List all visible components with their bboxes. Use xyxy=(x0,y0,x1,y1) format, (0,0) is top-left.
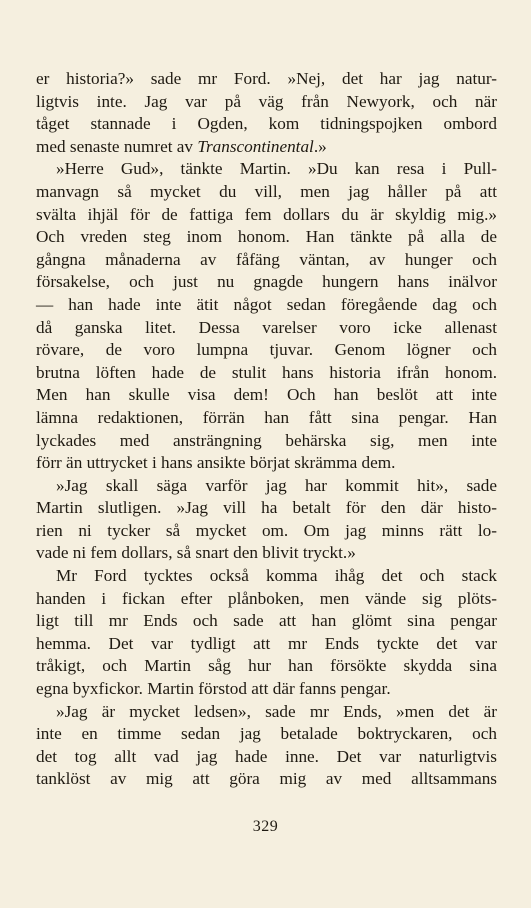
text-line: Martin slutligen. »Jag vill ha betalt för den där histo- xyxy=(36,498,497,518)
text-line: »Jag är mycket ledsen», sade mr Ends, »men det är xyxy=(56,701,497,721)
text-line: lyckades med ansträngning behärska sig, men inte xyxy=(36,430,497,450)
text-line: er historia?» sade mr Ford. »Nej, det har jag natur- xyxy=(36,69,497,88)
text-line: ligt till mr Ends och sade att han glömt sina pengar xyxy=(36,611,497,631)
text-line: manvagn så mycket du vill, men jag håller på att xyxy=(36,181,497,201)
text-line: gångna månaderna av fåfäng väntan, av hunger och xyxy=(36,249,497,269)
page-number: 329 xyxy=(252,818,279,835)
text-line: inte en timme sedan jag betalade boktryckaren, och xyxy=(36,724,497,744)
text-line: Men han skulle visa dem! Och han beslöt att inte xyxy=(36,385,497,405)
text-line: tråkigt, och Martin såg hur han försökte skydda sina xyxy=(36,656,497,676)
text-line: Mr Ford tycktes också komma ihåg det och stack xyxy=(56,566,497,586)
magazine-title: Transcontinental xyxy=(197,136,314,156)
text-line: hemma. Det var tydligt att mr Ends tyckte det var xyxy=(36,633,497,653)
text-line: handen i fickan efter plånboken, men vände sig plöts- xyxy=(36,588,497,608)
text-line: försakelse, och just nu gnagde hungern hans inälvor xyxy=(36,272,497,292)
text-line: ligtvis inte. Jag var på väg från Newyork, och när xyxy=(36,91,497,111)
text-line: det tog allt vad jag hade inne. Det var naturligtvis xyxy=(36,746,497,766)
text-line: då ganska litet. Dessa varelser voro icke allenast xyxy=(36,317,497,337)
text-line: svälta ihjäl för de fattiga fem dollars du är skyldig mig.» xyxy=(36,204,497,224)
text-line: — han hade inte ätit något sedan föregående dag och xyxy=(36,294,497,314)
text-line xyxy=(36,136,497,159)
text-line: tåget stannade i Ogden, kom tidningspojken ombord xyxy=(36,114,497,134)
text-line: vade ni fem dollars, så snart den blivit tryckt.» xyxy=(36,543,356,563)
text-line: tanklöst av mig att göra mig av med alltsammans xyxy=(36,769,497,789)
text-line: »Jag skall säga varför jag har kommit hit», sade xyxy=(56,475,497,495)
text-line: brutna löften hade de stulit hans historia ifrån honom. xyxy=(36,362,497,382)
text-line: rövare, de voro lumpna tjuvar. Genom lögner och xyxy=(36,340,497,360)
text-line: egna byxfickor. Martin förstod att där fanns pengar. xyxy=(36,679,391,699)
text-line: lämna redaktionen, förrän han fått sina pengar. Han xyxy=(36,407,497,427)
text-line-part: med senaste numret av Transcontinental.» xyxy=(36,136,327,156)
text-line: rien ni tycker så mycket om. Om jag minns rätt lo- xyxy=(36,520,497,540)
text-line: förr än uttrycket i hans ansikte börjat skrämma dem. xyxy=(36,453,396,473)
body-text xyxy=(36,68,497,791)
text-line: Och vreden steg inom honom. Han tänkte på alla de xyxy=(36,227,497,247)
text-line: »Herre Gud», tänkte Martin. »Du kan resa i Pull- xyxy=(56,159,497,179)
